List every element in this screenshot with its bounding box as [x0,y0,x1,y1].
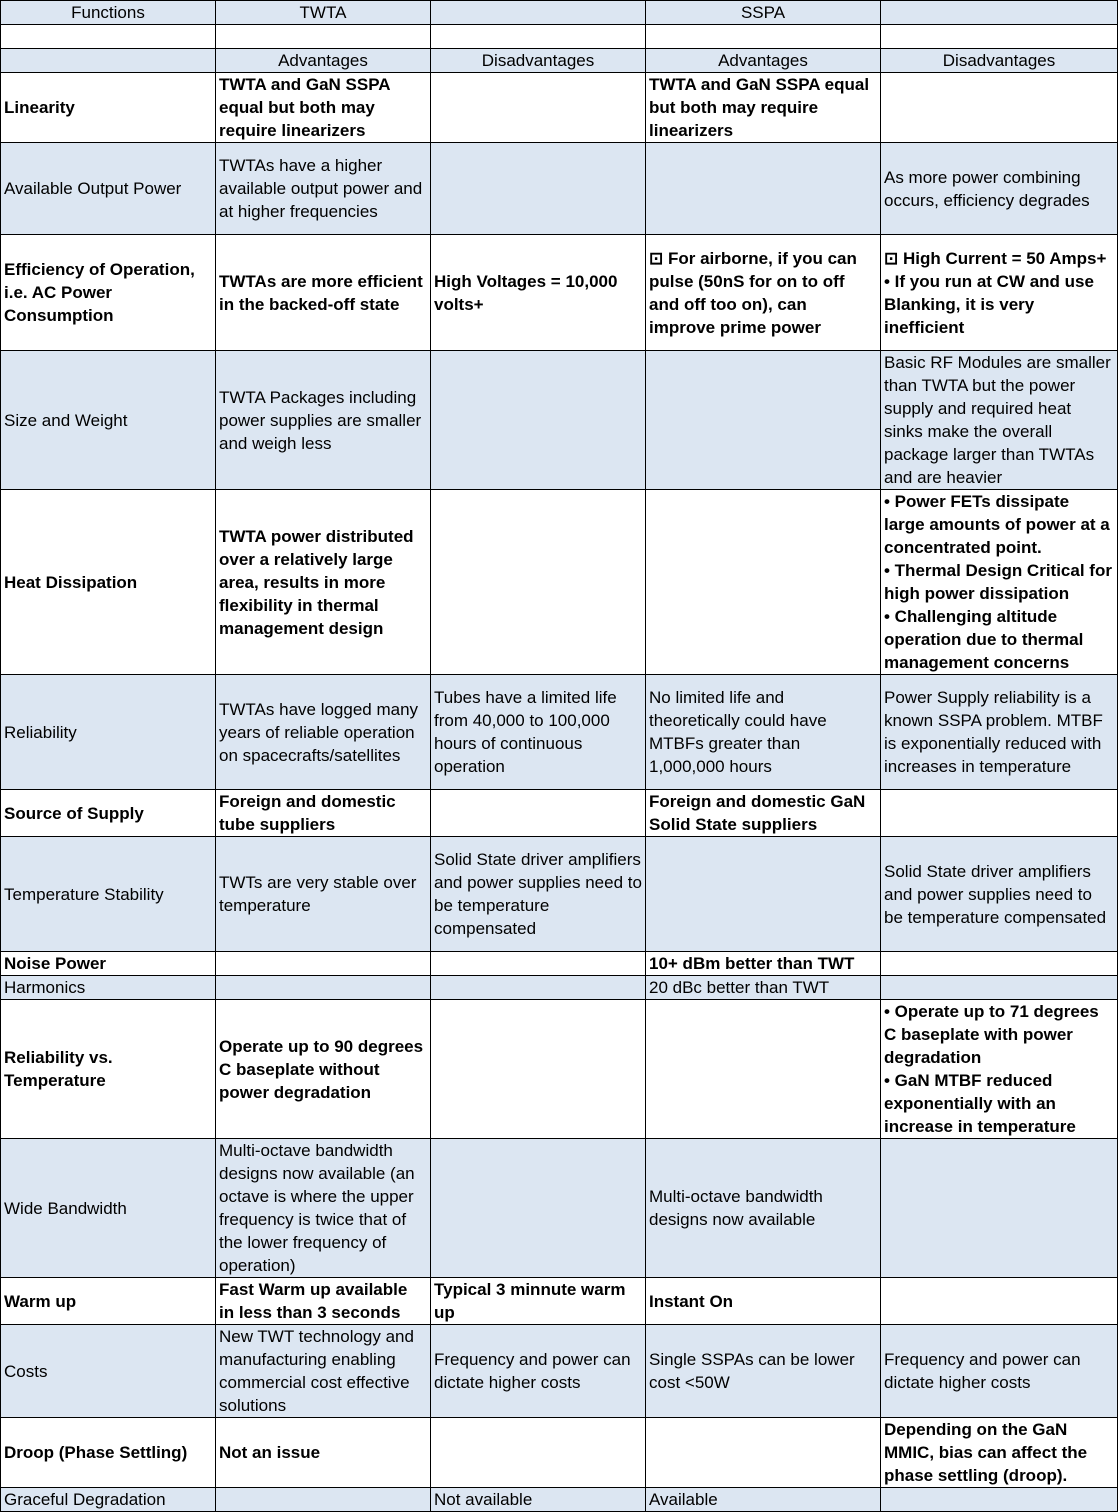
twta-disadvantage-cell [431,952,646,976]
sspa-disadvantage-cell: Frequency and power can dictate higher costs [881,1325,1118,1418]
function-cell: Heat Dissipation [1,490,216,675]
row-heat-dissipation [1,490,1118,675]
sspa-advantage-cell: Single SSPAs can be lower cost <50W [646,1325,881,1418]
twta-advantage-cell: TWTA power distributed over a relatively large area, results in more flexibility in thermal management design [216,490,431,675]
sspa-disadvantage-cell [881,1278,1118,1325]
sspa-advantage-cell [646,143,881,235]
twta-disadvantage-cell: Frequency and power can dictate higher costs [431,1325,646,1418]
sspa-advantages-header: Advantages [646,49,881,73]
sspa-disadvantage-cell [881,952,1118,976]
twta-advantage-cell [216,952,431,976]
twta-advantage-cell: TWTAs have logged many years of reliable operation on spacecrafts/satellites [216,675,431,790]
sspa-disadvantage-cell [881,490,1118,675]
twta-disadvantage-cell [431,143,646,235]
blank-cell [646,25,881,49]
sspa-advantage-cell: No limited life and theoretically could have MTBFs greater than 1,000,000 hours [646,675,881,790]
function-cell: Temperature Stability [1,837,216,952]
header-row [1,1,1118,25]
twta-advantage-cell: Fast Warm up available in less than 3 seconds [216,1278,431,1325]
row-source-of-supply [1,790,1118,837]
row-temperature-stability [1,837,1118,952]
row-noise-power [1,952,1118,976]
sspa-advantage-cell [646,1418,881,1488]
twta-disadvantage-cell: Not available [431,1488,646,1512]
function-cell: Available Output Power [1,143,216,235]
bullet-item: ⊡ High Current = 50 Amps+ [884,248,1107,268]
sspa-disadvantage-cell: Solid State driver amplifiers and power supplies need to be temperature compensated [881,837,1118,952]
sspa-disadvantage-cell: Depending on the GaN MMIC, bias can affect the phase settling (droop). [881,1418,1118,1488]
twta-advantage-cell: Multi-octave bandwidth designs now available (an octave is where the upper frequency is twice that of the lower frequency of operation) [216,1139,431,1278]
twta-advantage-cell [216,1488,431,1512]
row-size-and-weight [1,351,1118,490]
sspa-disadvantage-cell: Basic RF Modules are smaller than TWTA but the power supply and required heat sinks make the overall package larger than TWTAs and are heavier [881,351,1118,490]
twta-advantage-cell: TWTAs have a higher available output power and at higher frequencies [216,143,431,235]
sspa-advantage-cell [646,351,881,490]
twta-disadvantages-header: Disadvantages [431,49,646,73]
sspa-disadvantage-cell [881,1139,1118,1278]
row-droop [1,1418,1118,1488]
function-cell: Size and Weight [1,351,216,490]
twta-advantage-cell: TWTAs are more efficient in the backed-off state [216,235,431,351]
functions-header: Functions [1,1,216,25]
sspa-disadvantage-cell [881,1488,1118,1512]
row-available-output-power [1,143,1118,235]
sspa-disadvantage-cell [881,790,1118,837]
twta-advantage-cell: TWTA and GaN SSPA equal but both may require linearizers [216,73,431,143]
twta-advantage-cell: New TWT technology and manufacturing enabling commercial cost effective solutions [216,1325,431,1418]
function-cell: Reliability [1,675,216,790]
row-reliability-vs-temperature [1,1000,1118,1139]
function-cell: Warm up [1,1278,216,1325]
twta-disadvantage-cell [431,490,646,675]
sspa-disadvantage-cell [881,235,1118,351]
blank-cell [216,25,431,49]
row-linearity [1,73,1118,143]
function-cell: Harmonics [1,976,216,1000]
row-harmonics [1,976,1118,1000]
sspa-header: SSPA [646,1,881,25]
sspa-advantage-cell [646,1000,881,1139]
row-graceful-degradation [1,1488,1118,1512]
row-warm-up [1,1278,1118,1325]
twta-disadvantage-cell: High Voltages = 10,000 volts+ [431,235,646,351]
bullet-item: • GaN MTBF reduced exponentially with an increase in temperature [884,1071,1076,1136]
sspa-advantage-cell: 10+ dBm better than TWT [646,952,881,976]
twta-advantage-cell: Operate up to 90 degrees C baseplate without power degradation [216,1000,431,1139]
twta-advantages-header: Advantages [216,49,431,73]
blank-cell [1,25,216,49]
sspa-advantage-cell [646,837,881,952]
bullet-item: • Challenging altitude operation due to thermal management concerns [884,607,1084,672]
bullet-item: • If you run at CW and use Blanking, it is very inefficient [884,271,1094,337]
twta-disadvantage-cell: Typical 3 minnute warm up [431,1278,646,1325]
row-reliability [1,675,1118,790]
sspa-advantage-cell: Foreign and domestic GaN Solid State suppliers [646,790,881,837]
sspa-disadvantage-cell [881,1000,1118,1139]
twta-disadvantage-cell [431,1418,646,1488]
function-cell: Costs [1,1325,216,1418]
bullet-item: • Thermal Design Critical for high power dissipation [884,561,1112,603]
subheader-row [1,49,1118,73]
row-efficiency [1,235,1118,351]
twta-advantage-cell: Foreign and domestic tube suppliers [216,790,431,837]
twta-advantage-cell: TWTs are very stable over temperature [216,837,431,952]
bullet-item: • Operate up to 71 degrees C baseplate with power degradation [884,1002,1099,1067]
twta-disadvantage-cell [431,1000,646,1139]
function-cell: Graceful Degradation [1,1488,216,1512]
sspa-advantage-cell: TWTA and GaN SSPA equal but both may require linearizers [646,73,881,143]
twta-disadvantage-cell [431,351,646,490]
twta-advantage-cell: Not an issue [216,1418,431,1488]
twta-advantage-cell: TWTA Packages including power supplies are smaller and weigh less [216,351,431,490]
function-cell: Source of Supply [1,790,216,837]
sspa-disadvantage-cell [881,73,1118,143]
twta-header-spacer [431,1,646,25]
subheader-blank [1,49,216,73]
sspa-advantage-cell: Multi-octave bandwidth designs now available [646,1139,881,1278]
sspa-disadvantage-cell: As more power combining occurs, efficiency degrades [881,143,1118,235]
sspa-advantage-cell: ⊡ For airborne, if you can pulse (50nS for on to off and off too on), can improve prime power [646,235,881,351]
sspa-header-spacer [881,1,1118,25]
twta-header: TWTA [216,1,431,25]
row-wide-bandwidth [1,1139,1118,1278]
function-cell: Noise Power [1,952,216,976]
twta-advantage-cell [216,976,431,1000]
blank-cell [431,25,646,49]
twta-disadvantage-cell [431,1139,646,1278]
blank-cell [881,25,1118,49]
twta-disadvantage-cell [431,790,646,837]
sspa-advantage-cell: Instant On [646,1278,881,1325]
bullet-item: • Power FETs dissipate large amounts of power at a concentrated point. [884,492,1110,557]
function-cell: Droop (Phase Settling) [1,1418,216,1488]
function-cell: Efficiency of Operation, i.e. AC Power Consumption [1,235,216,351]
function-cell: Linearity [1,73,216,143]
sspa-disadvantage-cell: Power Supply reliability is a known SSPA problem. MTBF is exponentially reduced with increases in temperature [881,675,1118,790]
twta-disadvantage-cell: Tubes have a limited life from 40,000 to 100,000 hours of continuous operation [431,675,646,790]
function-cell: Reliability vs. Temperature [1,1000,216,1139]
blank-row [1,25,1118,49]
twta-disadvantage-cell [431,73,646,143]
sspa-advantage-cell: 20 dBc better than TWT [646,976,881,1000]
twta-disadvantage-cell: Solid State driver amplifiers and power supplies need to be temperature compensated [431,837,646,952]
sspa-advantage-cell: Available [646,1488,881,1512]
function-cell: Wide Bandwidth [1,1139,216,1278]
sspa-advantage-cell [646,490,881,675]
twta-disadvantage-cell [431,976,646,1000]
sspa-disadvantages-header: Disadvantages [881,49,1118,73]
sspa-disadvantage-cell [881,976,1118,1000]
row-costs [1,1325,1118,1418]
